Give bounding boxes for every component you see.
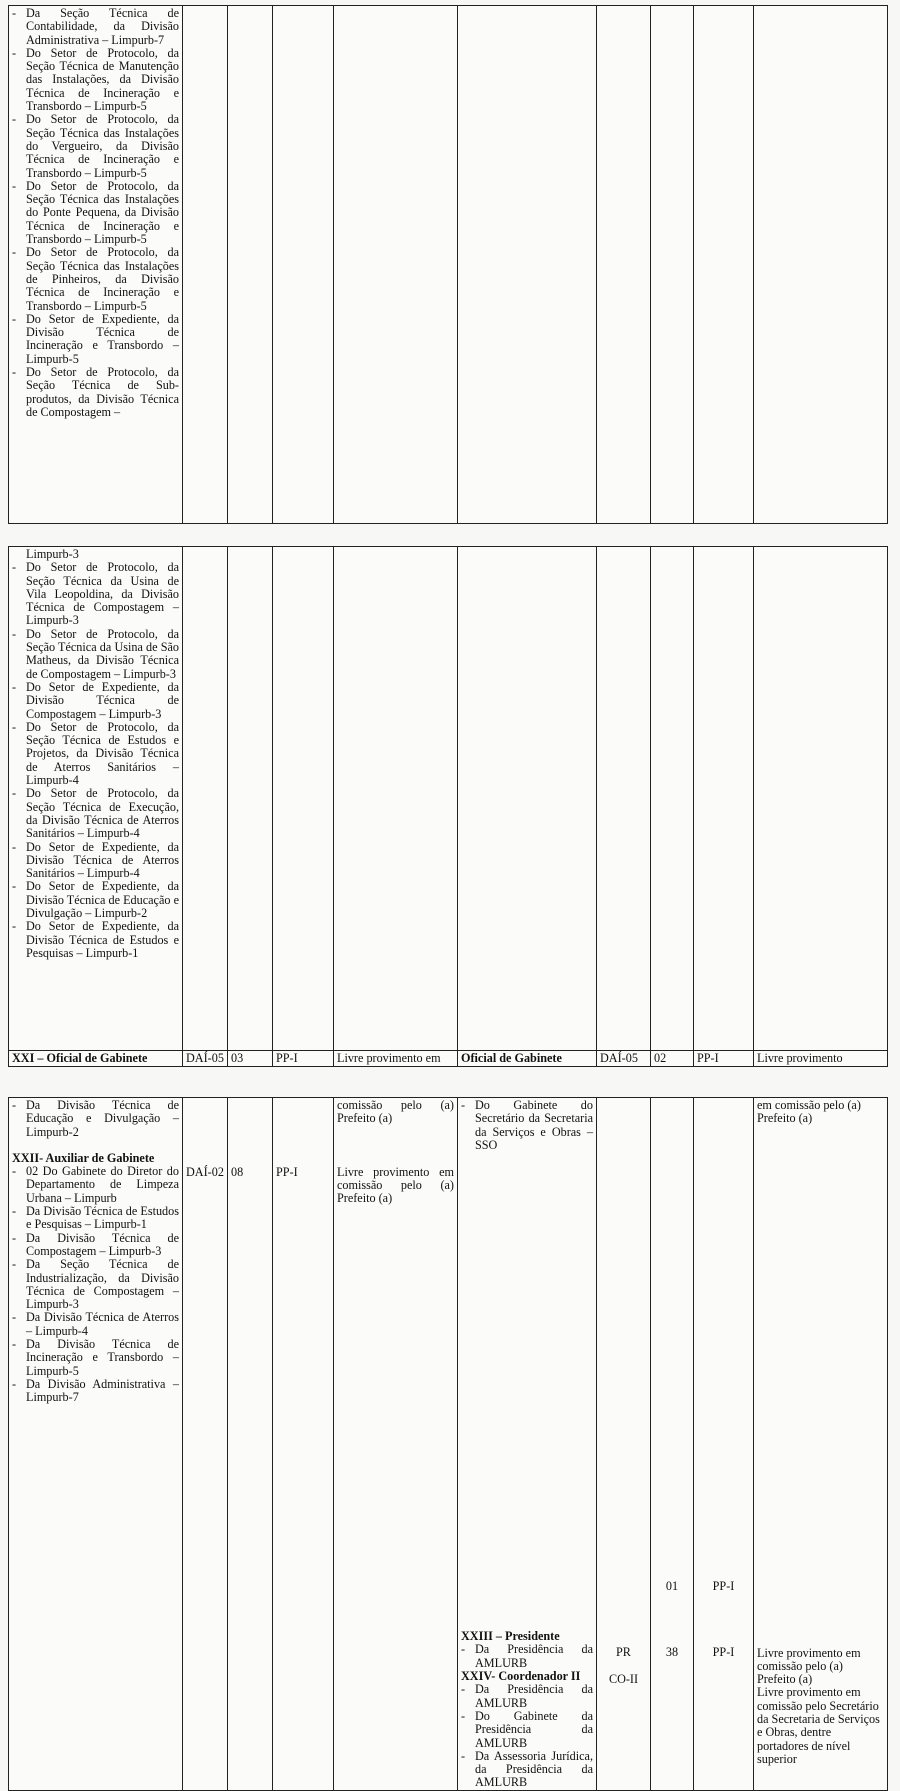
list-item: - Da Divisão Administrativa – Limpurb-7: [12, 1378, 179, 1405]
list-item: - Do Setor de Protocolo, da Seção Técnica de Sub-produtos, da Divisão Técnica de Compostagem –: [12, 366, 179, 419]
list-item: - Do Setor de Protocolo, da Seção Técnica de Estudos e Projetos, da Divisão Técnica de Aterros Sanitários – Limpurb-4: [12, 721, 179, 787]
new-form-cell: [694, 1098, 754, 1791]
qty-cell: [228, 1098, 273, 1791]
empty-cell: [694, 547, 754, 1051]
unit-list: [12, 561, 179, 960]
row-21-new-provision: Livre provimento: [754, 1051, 888, 1067]
list-item: - Da Divisão Técnica de Aterros – Limpurb-4: [12, 1311, 179, 1338]
list-item: - Do Setor de Expediente, da Divisão Técnica de Aterros Sanitários – Limpurb-4: [12, 841, 179, 881]
cargo-cell: [9, 1098, 183, 1791]
empty-cell: [651, 6, 694, 524]
list-item: - Do Setor de Protocolo, da Seção Técnica de Execução, da Divisão Técnica de Aterros Sanitários – Limpurb-4: [12, 787, 179, 840]
list-item: - Da Seção Técnica de Industrialização, da Divisão Técnica de Compostagem – Limpurb-3: [12, 1258, 179, 1311]
empty-cell: [183, 6, 228, 524]
list-item: - Da Divisão Técnica de Estudos e Pesquisas – Limpurb-1: [12, 1205, 179, 1232]
row-23-form: PP-I: [712, 1645, 735, 1660]
list-item: - Da Assessoria Jurídica, da Presidência da AMLURB: [461, 1750, 593, 1790]
new-title-cell: [458, 1098, 597, 1791]
cargo-cell: [9, 6, 183, 524]
row-24-title: XXIV- Coordenador II: [461, 1669, 581, 1684]
empty-cell: [754, 6, 888, 524]
unit-list-22: [12, 1165, 179, 1404]
new-qty-cell: [651, 1098, 694, 1791]
cargo-cell: [9, 547, 183, 1051]
empty-cell: [597, 547, 651, 1051]
empty-cell: [754, 547, 888, 1051]
list-item: - Do Setor de Protocolo, da Seção Técnica de Manutenção das Instalações, da Divisão Técnica de Incineração e Transbordo – Limpurb-5: [12, 47, 179, 113]
empty-cell: [694, 6, 754, 524]
row-22-title: XXII- Auxiliar de Gabinete: [12, 1150, 155, 1165]
list-item: - Do Setor de Protocolo, da Seção Técnica das Instalações do Vergueiro, da Divisão Técnica de Incineração e Transbordo – Limpurb-5: [12, 113, 179, 179]
row-23-qty: 38: [665, 1645, 679, 1660]
row-23-ref: PR: [616, 1645, 631, 1659]
list-item: - Do Setor de Expediente, da Divisão Técnica de Estudos e Pesquisas – Limpurb-1: [12, 920, 179, 960]
list-item: - Da Divisão Técnica de Educação e Divulgação – Limpurb-2: [12, 1099, 179, 1139]
ref-cell: [183, 1098, 228, 1791]
empty-cell: [273, 547, 334, 1051]
row-24-ref: CO-II: [608, 1672, 639, 1687]
row-21-new-qty: 02: [651, 1051, 694, 1067]
row-21-new-form: PP-I: [694, 1051, 754, 1067]
continuation-text: Limpurb-3: [26, 547, 79, 561]
list-item: - Da Presidência da AMLURB: [461, 1683, 593, 1710]
row-21-new-ref: DAÍ-05: [597, 1051, 651, 1067]
empty-cell: [334, 547, 458, 1051]
new-provision-continuation: em comissão pelo (a) Prefeito (a): [757, 1098, 861, 1126]
list-item: - Do Setor de Protocolo, da Seção Técnica da Usina de São Matheus, da Divisão Técnica de Compostagem – Limpurb-3: [12, 628, 179, 681]
row-23-title: XXIII – Presidente: [461, 1629, 560, 1644]
row-21-form: PP-I: [273, 1051, 334, 1067]
row-21-new-title: Oficial de Gabinete: [458, 1051, 597, 1067]
row-21-provision: Livre provimento em: [334, 1051, 458, 1067]
empty-cell: [458, 547, 597, 1051]
new-ref-cell: [597, 1098, 651, 1791]
empty-cell: [273, 6, 334, 524]
list-item: - 02 Do Gabinete do Diretor do Departamento de Limpeza Urbana – Limpurb: [12, 1165, 179, 1205]
list-item: - Do Setor de Protocolo, da Seção Técnica das Instalações do Ponte Pequena, da Divisão Técnica de Incineração e Transbordo – Limpurb-5: [12, 180, 179, 246]
list-item: - Da Presidência da AMLURB: [461, 1643, 593, 1670]
row-22-form: PP-I: [276, 1165, 298, 1179]
list-item: - Do Gabinete da Presidência da AMLURB: [461, 1710, 593, 1750]
provision-continuation: comissão pelo (a) Prefeito (a): [337, 1098, 454, 1126]
unit-list-24: [461, 1683, 593, 1789]
unit-list: [12, 1099, 179, 1139]
list-item: - Da Seção Técnica de Contabilidade, da Divisão Administrativa – Limpurb-7: [12, 7, 179, 47]
row-22-ref: DAÍ-02: [186, 1165, 224, 1179]
list-item: - Da Divisão Técnica de Compostagem – Limpurb-3: [12, 1232, 179, 1259]
table-block-1: [8, 5, 888, 524]
form-cell: [273, 1098, 334, 1791]
empty-cell: [334, 6, 458, 524]
row-22-provision: Livre provimento em comissão pelo (a) Prefeito (a): [337, 1164, 454, 1206]
list-item: - Do Setor de Protocolo, da Seção Técnica da Usina de Vila Leopoldina, da Divisão Técnica de Compostagem – Limpurb-3: [12, 561, 179, 627]
row-22-new-qty: 01: [665, 1579, 679, 1593]
unit-list-23: [461, 1643, 593, 1670]
empty-cell: [458, 6, 597, 524]
list-item: - Da Divisão Técnica de Incineração e Transbordo – Limpurb-5: [12, 1338, 179, 1378]
row-22-qty: 08: [231, 1165, 244, 1179]
row-22-new-form: PP-I: [712, 1579, 735, 1593]
row-21-ref: DAÍ-05: [183, 1051, 228, 1067]
new-provision-cell: [754, 1098, 888, 1791]
list-item: - Do Setor de Protocolo, da Seção Técnica das Instalações de Pinheiros, da Divisão Técnica de Incineração e Transbordo – Limpurb-5: [12, 246, 179, 312]
row-21-title: XXI – Oficial de Gabinete: [9, 1051, 183, 1067]
list-item: - Do Setor de Expediente, da Divisão Técnica de Educação e Divulgação – Limpurb-2: [12, 880, 179, 920]
empty-cell: [597, 6, 651, 524]
row-24-provision: Livre provimento em comissão pelo Secretário da Secretaria de Serviços e Obras, dentre portadores de nível superior: [757, 1685, 880, 1766]
row-21-qty: 03: [228, 1051, 273, 1067]
empty-cell: [651, 547, 694, 1051]
unit-list: [12, 7, 179, 419]
empty-cell: [228, 6, 273, 524]
table-block-2: [8, 546, 888, 1067]
list-item: - Do Setor de Expediente, da Divisão Técnica de Compostagem – Limpurb-3: [12, 681, 179, 721]
list-item: - Do Gabinete do Secretário da Secretaria da Serviços e Obras – SSO: [461, 1099, 593, 1152]
row-23-provision: Livre provimento em comissão pelo (a) Prefeito (a): [757, 1645, 861, 1687]
table-block-3: [8, 1097, 888, 1791]
provision-cell: [334, 1098, 458, 1791]
list-item: - Do Setor de Expediente, da Divisão Técnica de Incineração e Transbordo – Limpurb-5: [12, 313, 179, 366]
empty-cell: [228, 547, 273, 1051]
empty-cell: [183, 547, 228, 1051]
new-unit-list: [461, 1099, 593, 1152]
